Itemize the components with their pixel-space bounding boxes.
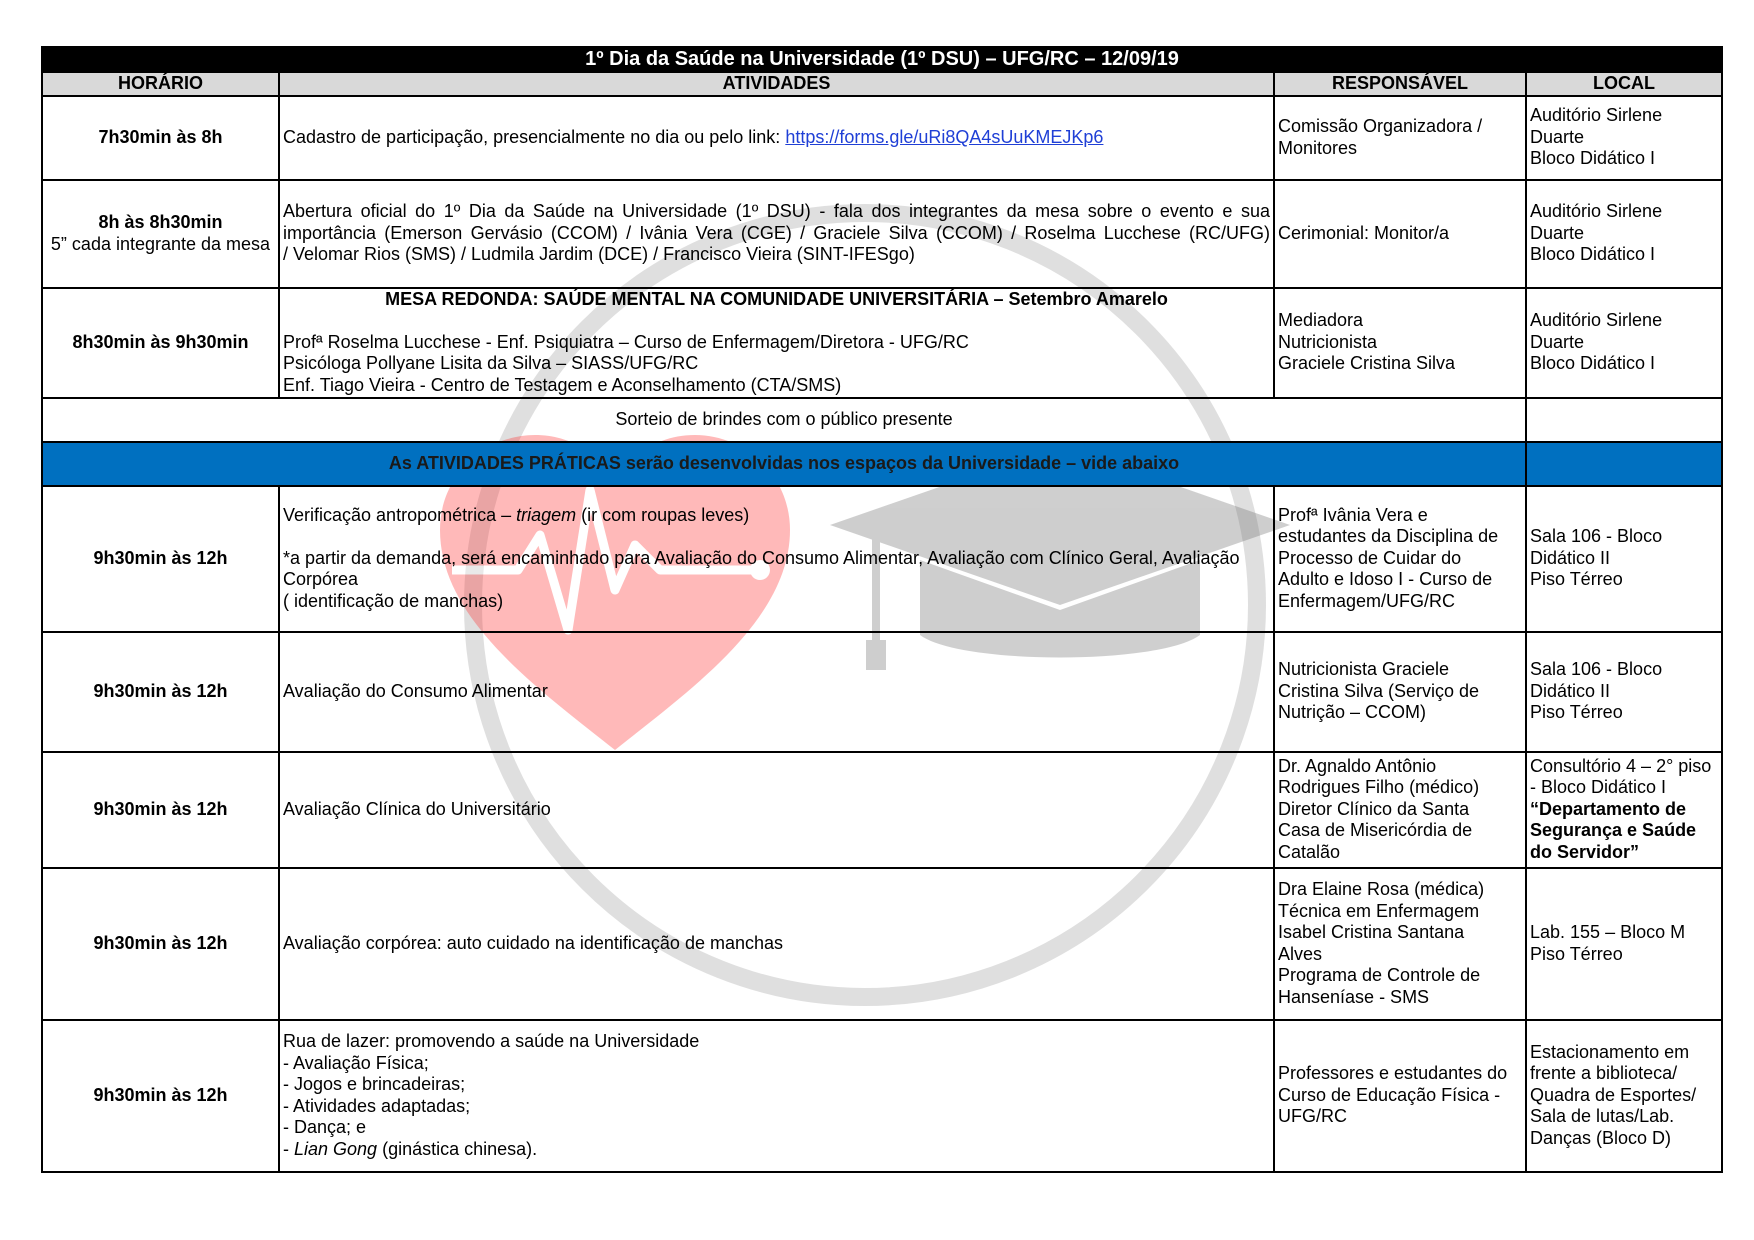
responsible-line: Diretor Clínico da Santa bbox=[1278, 798, 1470, 819]
table-row bbox=[42, 486, 1722, 632]
location-line: - Bloco Didático I bbox=[1530, 777, 1667, 798]
location-line: Sala 106 - Bloco bbox=[1530, 526, 1663, 547]
time-cell: 9h30min às 12h bbox=[42, 868, 279, 1020]
location-line: Auditório Sirlene bbox=[1530, 201, 1663, 222]
time-text: 8h às 8h30min bbox=[98, 212, 223, 232]
location-line: Duarte bbox=[1530, 331, 1585, 352]
responsible-cell bbox=[1274, 868, 1526, 1020]
location-line: Piso Térreo bbox=[1530, 943, 1623, 964]
responsible-cell bbox=[1274, 632, 1526, 752]
table-row bbox=[42, 288, 1722, 398]
responsible-line: Enfermagem/UFG/RC bbox=[1278, 590, 1456, 611]
location-line: Auditório Sirlene bbox=[1530, 105, 1663, 126]
activity-line: Psicóloga Pollyane Lisita da Silva – SIASS/UFG/RC bbox=[283, 353, 699, 373]
activity-line: - Avaliação Física; bbox=[283, 1052, 429, 1073]
location-line: Sala 106 - Bloco bbox=[1530, 659, 1663, 680]
activity-line: Enf. Tiago Vieira - Centro de Testagem e Aconselhamento (CTA/SMS) bbox=[283, 374, 842, 395]
activity-line: *a partir da demanda, será encaminhado para Avaliação do Consumo Alimentar, Avaliação com Clínico Geral, Avaliação bbox=[283, 547, 1240, 568]
activity-line: Rua de lazer: promovendo a saúde na Universidade bbox=[283, 1031, 700, 1051]
responsible-cell bbox=[1274, 486, 1526, 632]
location-cell bbox=[1526, 180, 1722, 288]
responsible-line: UFG/RC bbox=[1278, 1106, 1347, 1127]
location-line: Auditório Sirlene bbox=[1530, 310, 1663, 331]
responsible-line: Programa de Controle de bbox=[1278, 965, 1481, 985]
practical-banner bbox=[42, 442, 1526, 486]
activity-text: - bbox=[283, 1138, 294, 1159]
time-cell: 7h30min às 8h bbox=[42, 96, 279, 180]
location-line: “Departamento de bbox=[1530, 798, 1687, 819]
header-location: LOCAL bbox=[1526, 72, 1722, 96]
activity-text: Verificação antropométrica – bbox=[283, 505, 517, 525]
responsible-line: Alves bbox=[1278, 943, 1323, 964]
activity-line: importância (Emerson Gervásio (CCOM) / Ivânia Vera (CGE) / Graciele Silva (CCOM) / Roselma Lucchese (RC/UFG) bbox=[283, 222, 1270, 243]
responsible-line: Hanseníase - SMS bbox=[1278, 986, 1430, 1007]
location-cell bbox=[1526, 486, 1722, 632]
responsible-line: Comissão Organizadora / bbox=[1278, 116, 1483, 136]
title-row bbox=[42, 47, 1722, 72]
location-line: frente a biblioteca/ bbox=[1530, 1063, 1678, 1084]
responsible-line: Profª Ivânia Vera e bbox=[1278, 504, 1428, 525]
responsible-cell bbox=[1274, 180, 1526, 288]
responsible-line: Rodrigues Filho (médico) bbox=[1278, 777, 1480, 798]
location-line: Bloco Didático I bbox=[1530, 353, 1656, 374]
round-table-title: MESA REDONDA: SAÚDE MENTAL NA COMUNIDADE UNIVERSITÁRIA – Setembro Amarelo bbox=[385, 289, 1168, 309]
location-line: Duarte bbox=[1530, 126, 1585, 147]
table-row bbox=[42, 752, 1722, 868]
responsible-line: Professores e estudantes do bbox=[1278, 1063, 1508, 1084]
activity-cell bbox=[279, 1020, 1274, 1172]
header-row bbox=[42, 72, 1722, 96]
location-line: do Servidor” bbox=[1530, 841, 1640, 862]
location-line: Danças (Bloco D) bbox=[1530, 1127, 1672, 1148]
location-line: Didático II bbox=[1530, 680, 1611, 701]
activity-line: Abertura oficial do 1º Dia da Saúde na Universidade (1º DSU) - fala dos integrantes da mesa sobre o evento e sua bbox=[283, 201, 1270, 222]
responsible-cell bbox=[1274, 96, 1526, 180]
location-line: Quadra de Esportes/ bbox=[1530, 1084, 1697, 1105]
activity-line: Profª Roselma Lucchese - Enf. Psiquiatra – Curso de Enfermagem/Diretora - UFG/RC bbox=[283, 331, 969, 352]
responsible-line: Nutrição – CCOM) bbox=[1278, 702, 1427, 723]
location-cell bbox=[1526, 868, 1722, 1020]
empty-cell bbox=[1526, 442, 1722, 486]
responsible-line: Casa de Misericórdia de bbox=[1278, 820, 1473, 841]
table-row bbox=[42, 96, 1722, 180]
responsible-line: Dra Elaine Rosa (médica) bbox=[1278, 879, 1485, 899]
responsible-line: Nutricionista Graciele bbox=[1278, 659, 1450, 680]
location-line: Bloco Didático I bbox=[1530, 148, 1656, 169]
activity-line: / Velomar Rios (SMS) / Ludmila Jardim (DCE) / Francisco Vieira (SINT-IFESgo) bbox=[283, 244, 915, 265]
responsible-cell bbox=[1274, 1020, 1526, 1172]
activity-cell: Avaliação Clínica do Universitário bbox=[279, 752, 1274, 868]
responsible-line: Nutricionista bbox=[1278, 331, 1378, 352]
activity-line: - Jogos e brincadeiras; bbox=[283, 1074, 466, 1094]
table-row bbox=[42, 868, 1722, 1020]
location-line: Estacionamento em bbox=[1530, 1041, 1690, 1062]
banner-text: serão desenvolvidas nos espaços da Universidade – vide abaixo bbox=[620, 452, 1180, 473]
raffle-text: Sorteio de brindes com o público presente bbox=[42, 398, 1526, 442]
responsible-line: Dr. Agnaldo Antônio bbox=[1278, 755, 1437, 776]
responsible-line: Adulto e Idoso I - Curso de bbox=[1278, 569, 1493, 590]
table-row bbox=[42, 632, 1722, 752]
responsible-line: estudantes da Disciplina de bbox=[1278, 526, 1499, 547]
location-line: Bloco Didático I bbox=[1530, 244, 1656, 265]
activity-line bbox=[283, 1139, 1270, 1161]
location-cell bbox=[1526, 752, 1722, 868]
responsible-line: Monitores bbox=[1278, 137, 1358, 158]
time-cell: 8h30min às 9h30min bbox=[42, 288, 279, 398]
location-line: Duarte bbox=[1530, 222, 1585, 243]
time-cell: 9h30min às 12h bbox=[42, 752, 279, 868]
time-cell bbox=[42, 180, 279, 288]
activity-text: Cadastro de participação, presencialmente no dia ou pelo link: bbox=[283, 126, 786, 147]
responsible-line: Isabel Cristina Santana bbox=[1278, 922, 1465, 942]
responsible-line: Mediadora bbox=[1278, 310, 1364, 331]
practical-banner-row bbox=[42, 442, 1722, 486]
activity-line: - Dança; e bbox=[283, 1117, 367, 1137]
responsible-line: Graciele Cristina Silva bbox=[1278, 353, 1456, 374]
registration-link[interactable]: https://forms.gle/uRi8QA4sUuKMEJKp6 bbox=[785, 126, 1104, 147]
activity-cell bbox=[279, 288, 1274, 398]
header-responsible: RESPONSÁVEL bbox=[1274, 72, 1526, 96]
activity-line: - Atividades adaptadas; bbox=[283, 1095, 471, 1116]
location-line: Consultório 4 – 2° piso bbox=[1530, 755, 1712, 776]
table-row bbox=[42, 180, 1722, 288]
time-note: 5” cada integrante da mesa bbox=[50, 233, 271, 254]
raffle-row bbox=[42, 398, 1722, 442]
activity-cell: Avaliação corpórea: auto cuidado na identificação de manchas bbox=[279, 868, 1274, 1020]
banner-bold-text: As ATIVIDADES PRÁTICAS bbox=[388, 452, 621, 473]
responsible-line: Catalão bbox=[1278, 841, 1341, 862]
activity-emphasis: triagem bbox=[516, 505, 577, 525]
activity-cell bbox=[279, 486, 1274, 632]
location-line: Sala de lutas/Lab. bbox=[1530, 1106, 1675, 1127]
activity-emphasis: Lian Gong bbox=[294, 1138, 378, 1159]
activity-cell bbox=[279, 96, 1274, 180]
location-line: Lab. 155 – Bloco M bbox=[1530, 922, 1686, 942]
location-line: Segurança e Saúde bbox=[1530, 820, 1697, 841]
schedule-table bbox=[41, 46, 1723, 1173]
location-line: Didático II bbox=[1530, 547, 1611, 568]
responsible-line: Processo de Cuidar do bbox=[1278, 547, 1462, 568]
responsible-cell bbox=[1274, 288, 1526, 398]
empty-cell bbox=[1526, 398, 1722, 442]
activity-text: (ginástica chinesa). bbox=[377, 1138, 538, 1159]
responsible-line: Técnica em Enfermagem bbox=[1278, 900, 1480, 921]
header-activities: ATIVIDADES bbox=[279, 72, 1274, 96]
location-cell bbox=[1526, 1020, 1722, 1172]
responsible-line: Cristina Silva (Serviço de bbox=[1278, 680, 1480, 701]
table-row bbox=[42, 1020, 1722, 1172]
location-cell bbox=[1526, 288, 1722, 398]
time-cell: 9h30min às 12h bbox=[42, 486, 279, 632]
activity-line: ( identificação de manchas) bbox=[283, 590, 504, 611]
location-line: Piso Térreo bbox=[1530, 702, 1623, 723]
time-cell: 9h30min às 12h bbox=[42, 1020, 279, 1172]
activity-cell: Avaliação do Consumo Alimentar bbox=[279, 632, 1274, 752]
activity-text: (ir com roupas leves) bbox=[576, 505, 750, 525]
activity-cell bbox=[279, 180, 1274, 288]
responsible-line: Cerimonial: Monitor/a bbox=[1278, 222, 1450, 243]
activity-line bbox=[283, 505, 1270, 527]
activity-line: Corpórea bbox=[283, 569, 359, 589]
responsible-cell bbox=[1274, 752, 1526, 868]
document-title: 1º Dia da Saúde na Universidade (1º DSU) – UFG/RC – 12/09/19 bbox=[42, 47, 1722, 72]
location-line: Piso Térreo bbox=[1530, 569, 1623, 590]
location-cell bbox=[1526, 632, 1722, 752]
header-time: HORÁRIO bbox=[42, 72, 279, 96]
location-cell bbox=[1526, 96, 1722, 180]
time-cell: 9h30min às 12h bbox=[42, 632, 279, 752]
responsible-line: Curso de Educação Física - bbox=[1278, 1084, 1501, 1105]
